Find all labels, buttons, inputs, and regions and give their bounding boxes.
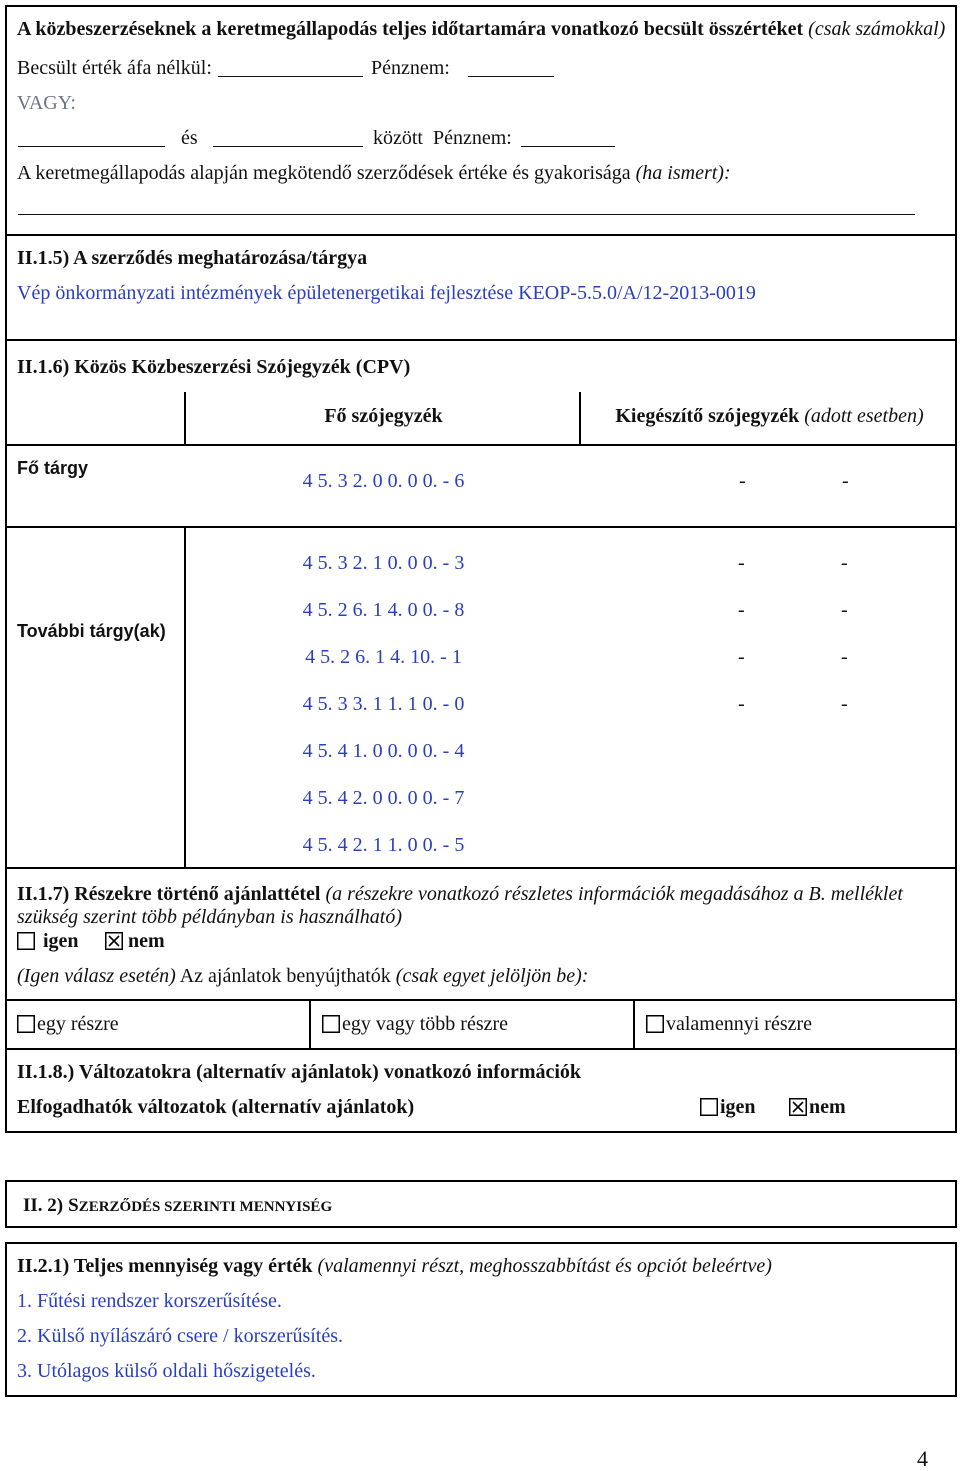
variants-yes-checkbox	[700, 1098, 718, 1116]
range-between-label: között	[373, 127, 423, 149]
cpv-additional-supplementary-code: -	[841, 693, 848, 715]
parts-heading-note: (a részekre vonatkozó részletes információk megadásához a B. melléklet szükség szerint több példányban is használható)	[17, 883, 903, 928]
variants-no-label: nem	[809, 1096, 846, 1118]
parts-option-one-checkbox	[17, 1015, 35, 1033]
quantity-item: 1. Fűtési rendszer korszerűsítése.	[17, 1290, 282, 1312]
parts-no-checkbox	[105, 932, 123, 950]
cpv-col-supplementary-title: Kiegészítő szójegyzék	[615, 405, 800, 427]
cpv-additional-supplementary-code: -	[841, 646, 848, 668]
cpv-additional-code: 4 5. 3 3. 1 1. 1 0. - 0	[302, 693, 465, 715]
divider	[5, 444, 957, 446]
blank-field-line	[213, 146, 363, 147]
cpv-additional-label: További tárgy(ak)	[17, 621, 166, 641]
cpv-heading: II.1.6) Közös Közbeszerzési Szójegyzék (CPV)	[17, 356, 411, 378]
divider	[5, 339, 957, 341]
frequency-note: (ha ismert):	[635, 162, 731, 184]
cpv-additional-code: 4 5. 3 2. 1 0. 0 0. - 3	[302, 552, 465, 574]
blank-field-line	[521, 146, 615, 147]
subject-heading: II.1.5) A szerződés meghatározása/tárgya	[17, 247, 368, 269]
parts-option-one-or-more-label: egy vagy több részre	[342, 1013, 509, 1035]
parts-yes-option	[17, 929, 79, 953]
quantity-heading-note: (valamennyi részt, meghosszabbítást és opciót beleértve)	[317, 1255, 772, 1277]
blank-field-line	[18, 214, 915, 215]
parts-submit-condition: (Igen válasz esetén)	[17, 965, 176, 987]
parts-yes-checkbox	[17, 932, 35, 950]
divider	[5, 867, 957, 869]
parts-option-one-label: egy részre	[37, 1013, 119, 1035]
currency-label: Pénznem:	[371, 57, 450, 79]
cpv-main-supplementary-code: -	[739, 470, 746, 492]
or-label: VAGY:	[17, 92, 76, 114]
parts-option-all-checkbox	[646, 1015, 664, 1033]
page-number: 4	[917, 1446, 928, 1471]
quantity-item: 2. Külső nyílászáró csere / korszerűsítés.	[17, 1325, 344, 1347]
divider	[5, 234, 957, 236]
estimated-value-heading-text: A közbeszerzéseknek a keretmegállapodás teljes időtartamára vonatkozó becsült összértéket	[17, 18, 804, 40]
estimated-value-label: Becsült érték áfa nélkül:	[17, 57, 212, 79]
cpv-additional-supplementary-code: -	[738, 599, 745, 621]
range-and-label: és	[181, 127, 198, 149]
cpv-col-supplementary-note: (adott esetben)	[804, 405, 924, 427]
quantity-section-number: II. 2)	[23, 1195, 64, 1216]
cpv-additional-supplementary-code: -	[841, 599, 848, 621]
table-column-border	[184, 392, 186, 445]
cpv-main-label: Fő tárgy	[17, 458, 89, 478]
divider	[5, 999, 957, 1001]
blank-field-line	[18, 146, 165, 147]
cpv-additional-supplementary-code: -	[738, 552, 745, 574]
cpv-additional-supplementary-code: -	[738, 646, 745, 668]
divider	[5, 1048, 957, 1050]
cpv-additional-code: 4 5. 4 1. 0 0. 0 0. - 4	[302, 740, 465, 762]
parts-no-label: nem	[128, 930, 165, 952]
subject-value: Vép önkormányzati intézmények épületenergetikai fejlesztése KEOP-5.5.0/A/12-2013-0019	[17, 282, 756, 304]
quantity-heading	[17, 1254, 772, 1278]
quantity-heading-text: II.2.1) Teljes mennyiség vagy érték	[17, 1255, 313, 1277]
parts-heading-text: II.1.7) Részekre történő ajánlattétel	[17, 883, 321, 905]
parts-option-all-label: valamennyi részre	[666, 1013, 813, 1035]
quantity-section-title: SZERZŐDÉS SZERINTI MENNYISÉG	[68, 1195, 333, 1216]
parts-yes-label: igen	[43, 930, 79, 952]
blank-field-line	[468, 76, 554, 77]
table-column-border	[184, 527, 186, 868]
cpv-main-supplementary-code: -	[842, 470, 849, 492]
cpv-additional-code: 4 5. 2 6. 1 4. 0 0. - 8	[302, 599, 465, 621]
variants-question: Elfogadhatók változatok (alternatív ajánlatok)	[17, 1096, 415, 1118]
quantity-item: 3. Utólagos külső oldali hőszigetelés.	[17, 1360, 316, 1382]
cpv-additional-supplementary-code: -	[738, 693, 745, 715]
variants-yes-label: igen	[720, 1096, 756, 1118]
parts-submit-text: Az ajánlatok benyújthatók	[179, 965, 391, 987]
estimated-value-heading-note: (csak számokkal)	[808, 18, 946, 40]
cpv-col-supplementary-header	[582, 404, 957, 428]
blank-field-line	[218, 76, 363, 77]
frequency-line	[17, 161, 731, 185]
cpv-additional-code: 4 5. 4 2. 1 1. 0 0. - 5	[302, 834, 465, 856]
divider	[5, 526, 957, 528]
quantity-section-heading	[23, 1193, 332, 1219]
parts-submit-line	[17, 964, 588, 988]
variants-yes-option	[700, 1095, 756, 1119]
cpv-col-main-header: Fő szójegyzék	[324, 405, 443, 427]
frequency-label: A keretmegállapodás alapján megkötendő szerződések értéke és gyakorisága	[17, 162, 631, 184]
range-currency-label: Pénznem:	[433, 127, 512, 149]
variants-no-option	[789, 1095, 846, 1119]
parts-option-all	[646, 1012, 812, 1036]
cpv-additional-code: 4 5. 2 6. 1 4. 10. - 1	[305, 646, 462, 668]
estimated-value-heading	[17, 17, 945, 41]
parts-heading	[17, 883, 943, 929]
parts-submit-note: (csak egyet jelöljön be):	[395, 965, 589, 987]
parts-option-one-or-more-checkbox	[322, 1015, 340, 1033]
parts-option-one	[17, 1012, 119, 1036]
parts-no-option	[105, 929, 165, 953]
cpv-additional-supplementary-code: -	[841, 552, 848, 574]
cpv-additional-code: 4 5. 4 2. 0 0. 0 0. - 7	[302, 787, 465, 809]
parts-option-one-or-more	[322, 1012, 508, 1036]
table-column-border	[633, 1000, 635, 1049]
variants-no-checkbox	[789, 1098, 807, 1116]
variants-heading: II.1.8.) Változatokra (alternatív ajánlatok) vonatkozó információk	[17, 1061, 582, 1083]
table-column-border	[309, 1000, 311, 1049]
cpv-main-code: 4 5. 3 2. 0 0. 0 0. - 6	[302, 470, 465, 492]
